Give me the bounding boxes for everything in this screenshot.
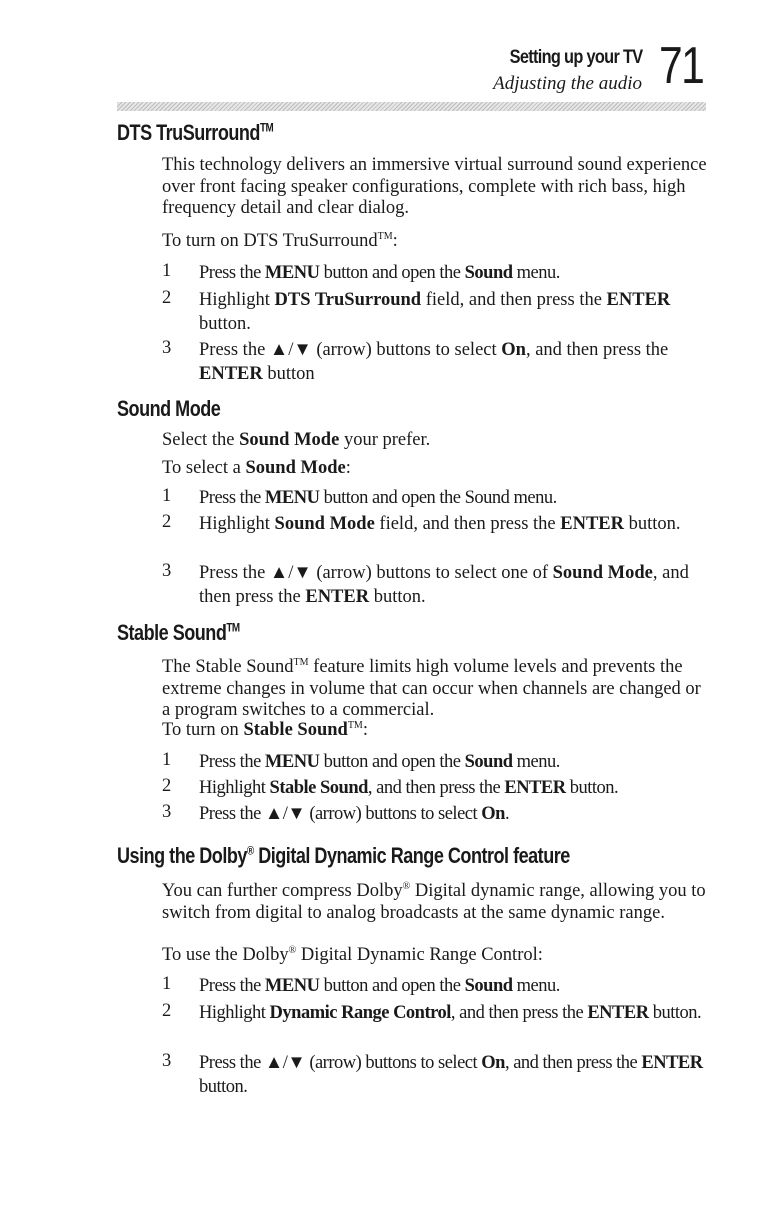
stable-sound-intro: To turn on Stable Sound™: — [162, 720, 368, 741]
dts-description: This technology delivers an immersive virtual surround sound experience over front facing speaker configurations, complete with rich bass, high frequency detail and clear dialog. — [162, 155, 707, 218]
step-number: 2 — [162, 512, 172, 532]
arrow-buttons-icon: ▲/▼ — [269, 563, 312, 583]
section-title: Setting up your TV — [509, 47, 642, 68]
trademark-mark: TM — [226, 620, 240, 635]
step-number: 3 — [162, 561, 172, 581]
stable-sound-step-2: Highlight Stable Sound, and then press the ENTER button. — [199, 778, 619, 798]
dts-step-1: Press the MENU button and open the Sound menu. — [199, 263, 560, 283]
stable-sound-step-3: Press the ▲/▼ (arrow) buttons to select On. — [199, 804, 510, 824]
stable-sound-description: The Stable Sound™ feature limits high volume levels and prevents the extreme changes in volume that can occur when channels are changed or a program switches to a commercial. — [162, 657, 701, 721]
dts-heading: DTS TruSurround™ — [117, 120, 274, 145]
dts-intro: To turn on DTS TruSurround™: — [162, 231, 398, 252]
step-number: 3 — [162, 338, 172, 358]
step-number: 1 — [162, 974, 172, 994]
arrow-buttons-icon: ▲/▼ — [269, 340, 312, 360]
step-number: 1 — [162, 750, 172, 770]
arrow-buttons-icon: ▲/▼ — [264, 804, 306, 824]
sound-mode-heading: Sound Mode — [117, 396, 221, 421]
dts-step-3: Press the ▲/▼ (arrow) buttons to select On, and then press the ENTER button — [199, 340, 669, 384]
drc-step-2: Highlight Dynamic Range Control, and then press the ENTER button. — [199, 1003, 702, 1023]
step-number: 3 — [162, 1051, 172, 1071]
drc-intro: To use the Dolby® Digital Dynamic Range Control: — [162, 945, 543, 966]
sound-mode-step-1: Press the MENU button and open the Sound menu. — [199, 488, 557, 508]
stable-sound-step-1: Press the MENU button and open the Sound menu. — [199, 752, 560, 772]
drc-step-1: Press the MENU button and open the Sound menu. — [199, 976, 560, 996]
sound-mode-step-2: Highlight Sound Mode field, and then press the ENTER button. — [199, 514, 681, 534]
sound-mode-step-3: Press the ▲/▼ (arrow) buttons to select one of Sound Mode, and then press the ENTER button. — [199, 563, 689, 607]
sound-mode-intro: To select a Sound Mode: — [162, 458, 351, 478]
step-number: 3 — [162, 802, 172, 822]
drc-description: You can further compress Dolby® Digital dynamic range, allowing you to switch from digital to analog broadcasts at the same dynamic range. — [162, 881, 706, 923]
drc-step-3: Press the ▲/▼ (arrow) buttons to select On, and then press the ENTER button. — [199, 1053, 703, 1097]
trademark-mark: TM — [259, 120, 274, 135]
step-number: 2 — [162, 776, 172, 796]
page-number: 71 — [659, 37, 704, 95]
subsection-title: Adjusting the audio — [493, 73, 642, 94]
header-divider — [117, 102, 706, 111]
step-number: 2 — [162, 1001, 172, 1021]
arrow-buttons-icon: ▲/▼ — [264, 1053, 306, 1073]
registered-mark: ® — [246, 843, 254, 858]
stable-sound-heading: Stable Sound™ — [117, 620, 240, 645]
step-number: 2 — [162, 288, 172, 308]
step-number: 1 — [162, 486, 172, 506]
step-number: 1 — [162, 261, 172, 281]
sound-mode-description: Select the Sound Mode your prefer. — [162, 430, 431, 450]
drc-heading: Using the Dolby® Digital Dynamic Range Control feature — [117, 843, 570, 868]
dts-step-2: Highlight DTS TruSurround field, and then press the ENTER button. — [199, 290, 671, 334]
